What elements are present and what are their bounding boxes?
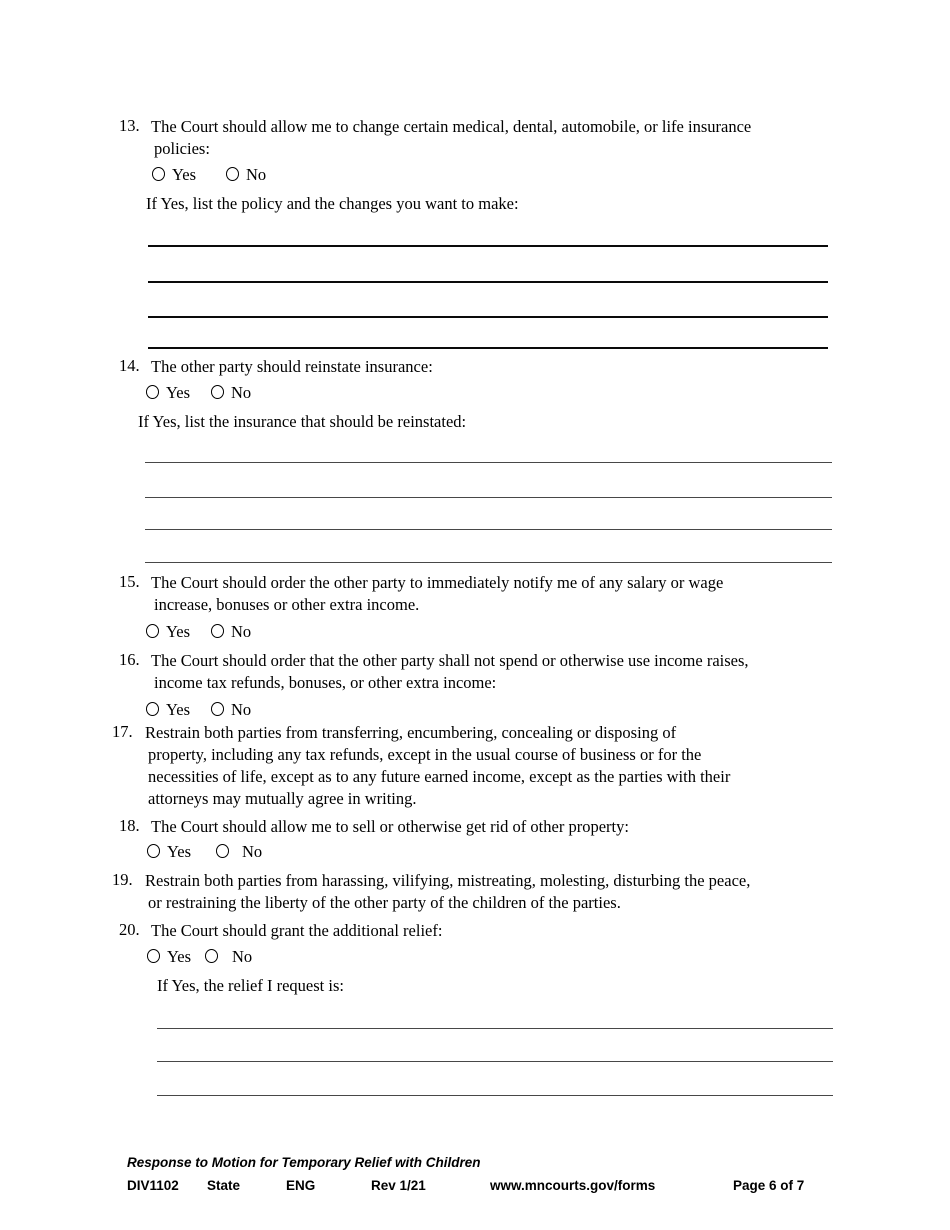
yes-no-row-13 xyxy=(152,166,266,184)
no-label: No xyxy=(232,947,253,966)
item-number: 18. xyxy=(119,816,140,835)
item-text-line: The Court should order that the other party shall not spend or otherwise use income raises, xyxy=(151,651,749,670)
radio-no[interactable] xyxy=(211,624,224,638)
no-label: No xyxy=(231,700,252,719)
no-label: No xyxy=(242,842,263,861)
item-number: 15. xyxy=(119,572,140,591)
footer-meta-row xyxy=(0,1178,950,1194)
if-yes-prompt-20: If Yes, the relief I request is: xyxy=(157,976,344,995)
item-text-line: Restrain both parties from transferring, encumbering, concealing or disposing of xyxy=(145,723,677,742)
item-number: 13. xyxy=(119,116,140,135)
if-yes-prompt-13: If Yes, list the policy and the changes you want to make: xyxy=(146,194,519,213)
yes-no-row-16 xyxy=(146,701,251,719)
item-text-line: income tax refunds, bonuses, or other extra income: xyxy=(154,673,497,692)
radio-yes[interactable] xyxy=(146,624,159,638)
write-line[interactable] xyxy=(145,562,832,563)
radio-no[interactable] xyxy=(211,385,224,399)
no-label: No xyxy=(231,383,252,402)
write-line[interactable] xyxy=(157,1028,833,1029)
item-number: 17. xyxy=(112,722,133,741)
yes-label: Yes xyxy=(167,947,192,966)
footer-revision: Rev 1/21 xyxy=(371,1178,426,1193)
yes-label: Yes xyxy=(166,383,191,402)
item-text-line: The Court should order the other party to immediately notify me of any salary or wage xyxy=(151,573,724,592)
write-line[interactable] xyxy=(157,1095,833,1096)
radio-yes[interactable] xyxy=(147,844,160,858)
item-text-line: or restraining the liberty of the other party of the children of the parties. xyxy=(148,893,621,912)
item-text-line: The Court should allow me to sell or otherwise get rid of other property: xyxy=(151,817,629,836)
radio-no[interactable] xyxy=(216,844,229,858)
item-text-line: property, including any tax refunds, except in the usual course of business or for the xyxy=(148,745,702,764)
write-line[interactable] xyxy=(157,1061,833,1062)
radio-yes[interactable] xyxy=(146,385,159,399)
radio-yes[interactable] xyxy=(146,702,159,716)
no-label: No xyxy=(246,165,267,184)
footer-form-id: DIV1102 xyxy=(127,1178,179,1193)
write-line[interactable] xyxy=(145,462,832,463)
radio-yes[interactable] xyxy=(147,949,160,963)
radio-no[interactable] xyxy=(205,949,218,963)
yes-label: Yes xyxy=(166,622,191,641)
radio-yes[interactable] xyxy=(152,167,165,181)
yes-label: Yes xyxy=(166,700,191,719)
item-text-line: The Court should allow me to change certain medical, dental, automobile, or life insurance xyxy=(151,117,752,136)
item-text-line: attorneys may mutually agree in writing. xyxy=(148,789,417,808)
item-text-line: necessities of life, except as to any future earned income, except as the parties with their xyxy=(148,767,731,786)
item-text-line: The Court should grant the additional relief: xyxy=(151,921,443,940)
write-line[interactable] xyxy=(148,316,828,318)
no-label: No xyxy=(231,622,252,641)
item-text-line: increase, bonuses or other extra income. xyxy=(154,595,420,614)
write-line[interactable] xyxy=(148,347,828,349)
item-text-line: The other party should reinstate insurance: xyxy=(151,357,433,376)
item-number: 14. xyxy=(119,356,140,375)
write-line[interactable] xyxy=(148,245,828,247)
yes-no-row-14 xyxy=(146,384,251,402)
item-text-line: policies: xyxy=(154,139,210,158)
item-number: 20. xyxy=(119,920,140,939)
yes-no-row-18 xyxy=(147,843,262,861)
yes-no-row-20 xyxy=(147,948,252,966)
write-line[interactable] xyxy=(145,497,832,498)
yes-no-row-15 xyxy=(146,623,251,641)
item-number: 16. xyxy=(119,650,140,669)
if-yes-prompt-14: If Yes, list the insurance that should be reinstated: xyxy=(138,412,467,431)
yes-label: Yes xyxy=(167,842,192,861)
footer-language: ENG xyxy=(286,1178,316,1193)
item-number: 19. xyxy=(112,870,133,889)
footer-website: www.mncourts.gov/forms xyxy=(490,1178,656,1193)
footer-form-title: Response to Motion for Temporary Relief with Children xyxy=(127,1155,481,1170)
write-line[interactable] xyxy=(148,281,828,283)
footer-scope: State xyxy=(207,1178,241,1193)
item-text-line: Restrain both parties from harassing, vilifying, mistreating, molesting, disturbing the peace, xyxy=(145,871,751,890)
write-line[interactable] xyxy=(145,529,832,530)
radio-no[interactable] xyxy=(211,702,224,716)
radio-no[interactable] xyxy=(226,167,239,181)
yes-label: Yes xyxy=(172,165,197,184)
footer-page-number: Page 6 of 7 xyxy=(733,1178,805,1193)
